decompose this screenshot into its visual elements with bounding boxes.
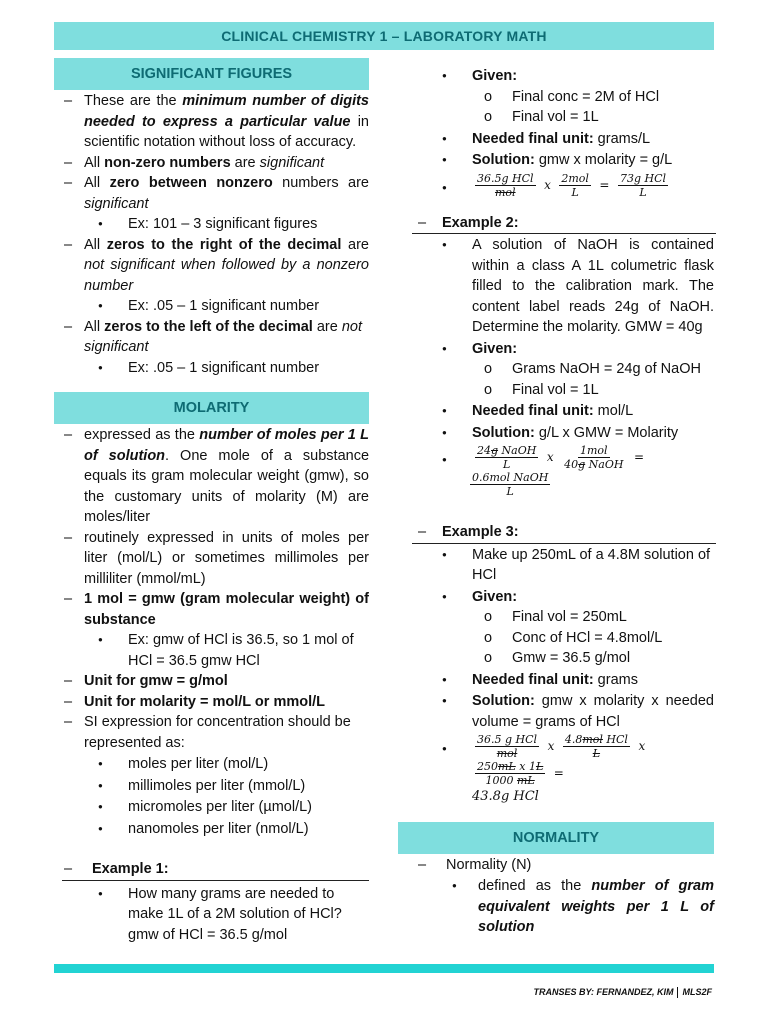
fraction: $\frac{\text{1mol}}{\text{40g NaOH}}$ [564,444,624,471]
list-item [54,819,369,840]
list-item [54,235,369,297]
list-item [398,444,714,498]
footer-section: MLS2F [682,987,712,997]
page-title: CLINICAL CHEMISTRY 1 – LABORATORY MATH [54,22,714,50]
equation: $\frac{\text{36.5g HCl}}{\text{mol}}$ x $\frac{\text{2mol}}{L}$ = $\frac{\text{73g HCl}}{L}$ [477,171,667,199]
bullet-marker: ● [442,133,447,143]
bullet-marker: ● [98,780,103,790]
list-item [398,607,714,628]
footer-author: TRANSES BY: FERNANDEZ, KIM [533,987,674,997]
list-item-text: A solution of NaOH is contained within a class A 1L columetric flask filled to the calibration mark. The content label reads 24g of NaOH. Determine the molarity. GMW = 40g [472,237,714,335]
list-item [398,648,714,669]
list-item [398,401,714,422]
list-item-text: nanomoles per liter (nmol/L) [128,820,309,837]
bullet-marker: ● [442,696,447,705]
bullet-marker: ● [442,591,447,601]
list-item-text: All non-zero numbers are significant [84,154,325,171]
list-item-text: Given: [472,340,518,357]
list-item [54,754,369,775]
bullet-marker: ● [442,674,447,684]
list-item-text: Given: [472,68,518,84]
bullet-marker: ● [98,888,103,898]
example-3-title: Example 3: [442,524,519,540]
list-item [398,876,714,938]
list-item-text: All zeros to the left of the decimal are not significant [84,318,363,355]
list-item-text: Grams NaOH = 24g of NaOH [512,361,701,377]
list-item [54,692,369,713]
list-item-text: Needed final unit: grams/L [472,130,651,147]
list-item [398,733,714,808]
list-item-text: Given: [472,588,518,605]
list-item [54,173,369,214]
example-3-heading [412,522,716,544]
list-item-text: micromoles per liter (µmol/L) [128,799,312,815]
list-item-text: How many grams are needed to make 1L of a 2M solution of HCl? gmw of HCl = 36.5 g/mol [128,885,342,943]
bullet-marker: ● [452,881,457,890]
list-item [54,776,369,797]
list-item-text: Needed final unit: grams [472,671,638,688]
bullet-marker: ● [442,240,447,249]
list-item [54,528,369,590]
left-column [54,58,369,945]
list-item-text: Ex: .05 – 1 significant number [128,298,320,314]
list-item [398,235,714,338]
list-item [54,589,369,630]
list-item [54,91,369,153]
list-item [54,358,369,379]
circle-marker: o [484,650,493,666]
list-item [54,884,369,946]
circle-marker: o [484,109,493,125]
list-item [398,129,714,150]
list-item [54,296,369,317]
dash-marker: – [64,591,73,607]
circle-marker: o [484,361,493,377]
bullet-marker: ● [442,182,447,192]
list-item-text: Solution: g/L x GMW = Molarity [472,424,679,441]
dash-marker: – [418,524,427,540]
list-item-text: Ex: gmw of HCl is 36.5, so 1 mol of HCl = 36.5 gmw HCl [128,632,354,669]
dash-marker: – [418,214,427,231]
list-item [54,153,369,174]
list-item-text: Gmw = 36.5 g/mol [512,650,631,666]
equation: $\frac{\text{36.5 g HCl}}{\text{mol}}$ x $\frac{\text{4.8mol HCl}}{L}$ x $\frac{\text{250mL x 1L}}{1000 mL}$ = 43.8g HCl [472,733,646,804]
right-column [398,66,714,938]
bullet-marker: ● [442,455,447,464]
dash-marker: – [64,529,73,546]
list-item [398,66,714,87]
list-item-text: 1 mol = gmw (gram molecular weight) of substance [84,591,369,628]
list-item-text: All zero between nonzero numbers are significant [84,175,369,212]
list-item-text: SI expression for concentration should be represented as: [84,714,351,751]
example-1-title: Example 1: [92,861,169,877]
dash-marker: – [64,236,73,253]
footer-credit [533,982,712,1003]
list-item-text: Unit for gmw = g/mol [84,673,228,689]
fraction: $\frac{\text{36.5g HCl}}{\text{mol}}$ [477,171,534,199]
list-item [398,587,714,608]
list-item [54,317,369,358]
dash-marker: – [64,673,73,689]
dash-marker: – [64,154,73,171]
section-heading-significant-figures: SIGNIFICANT FIGURES [54,58,369,90]
list-item [398,107,714,128]
bullet-marker: ● [98,219,103,228]
list-item [398,380,714,401]
list-item-text: Ex: 101 – 3 significant figures [128,216,318,232]
dash-marker: – [64,318,73,335]
list-item-text: Final conc = 2M of HCl [512,88,660,105]
list-item-text: moles per liter (mol/L) [128,756,269,772]
bullet-marker: ● [98,635,103,644]
fraction: $\frac{\text{250mL x 1L}}{1000 mL}$ [477,760,544,787]
example-1-heading [62,859,369,881]
bullet-marker: ● [442,549,447,559]
list-item-text: defined as the number of gram equivalent weights per 1 L of solution [478,878,714,935]
list-item-text: Solution: gmw x molarity = g/L [472,152,673,168]
bullet-marker: ● [98,823,103,833]
list-item-text: Ex: .05 – 1 significant number [128,359,320,376]
section-heading-molarity: MOLARITY [54,392,369,424]
footer-bar [54,964,714,973]
bullet-marker: ● [442,71,447,80]
example-2-heading [412,213,716,235]
list-item-text: Unit for molarity = mol/L or mmol/L [84,693,326,710]
bullet-marker: ● [98,301,103,310]
dash-marker: – [64,861,73,877]
fraction: $\frac{\text{36.5 g HCl}}{\text{mol}}$ [477,733,538,760]
bullet-marker: ● [442,343,447,353]
list-item-text: Final vol = 1L [512,109,599,125]
bullet-marker: ● [98,802,103,811]
list-item [398,423,714,444]
bullet-marker: ● [442,427,447,437]
list-item-text: Needed final unit: mol/L [472,403,634,419]
list-item [398,172,714,199]
footer-separator [677,987,678,998]
bullet-marker: ● [98,362,103,372]
dash-marker: – [64,427,73,443]
fraction: $\frac{\text{4.8mol HCl}}{L}$ [564,733,628,760]
list-item-text: Make up 250mL of a 4.8M solution of HCl [472,546,711,583]
list-item-text: All zeros to the right of the decimal are not significant when followed by a nonzero number [84,236,369,294]
list-item [398,855,714,876]
bullet-marker: ● [98,759,103,768]
section-heading-normality: NORMALITY [398,822,714,854]
list-item-text: Final vol = 1L [512,381,599,398]
list-item-text: Final vol = 250mL [512,609,627,625]
list-item-text: Normality (N) [446,856,532,873]
list-item [398,628,714,649]
circle-marker: o [484,609,493,625]
list-item [398,150,714,171]
fraction: $\frac{\text{0.6mol NaOH}}{L}$ [472,471,549,498]
circle-marker: o [484,381,493,398]
list-item [398,87,714,108]
result: 43.8g HCl [472,789,539,804]
equation: $\frac{\text{24g NaOH}}{L}$ x $\frac{\text{1mol}}{\text{40g NaOH}}$ = $\frac{\text{0.6mol NaOH}}{L}$ [472,444,645,498]
list-item [398,339,714,360]
dash-marker: – [64,714,73,730]
list-item [398,670,714,691]
list-item [398,691,714,732]
bullet-marker: ● [442,155,447,164]
list-item [398,359,714,380]
dash-marker: – [418,856,427,873]
fraction: $\frac{\text{2mol}}{L}$ [561,171,589,199]
dash-marker: – [64,693,73,710]
fraction: $\frac{\text{24g NaOH}}{L}$ [477,444,537,471]
list-item [54,630,369,671]
list-item-text: routinely expressed in units of moles per liter (mol/L) or sometimes millimoles per milliliter (mmol/mL) [84,529,369,587]
list-item [54,712,369,753]
list-item-text: Conc of HCl = 4.8mol/L [512,629,663,646]
dash-marker: – [64,93,73,109]
list-item [54,425,369,528]
list-item [54,671,369,692]
list-item-text: Solution: gmw x molarity x needed volume = grams of HCl [472,693,714,730]
circle-marker: o [484,629,493,646]
dash-marker: – [64,175,73,191]
list-item-text: expressed as the number of moles per 1 L of solution. One mole of a substance equals its gram molecular weight (gmw), so the customary units of molarity (M) are moles/liter [84,427,370,525]
fraction: $\frac{\text{73g HCl}}{L}$ [619,171,667,199]
list-item-text: millimoles per liter (mmol/L) [128,777,306,794]
list-item [398,545,714,586]
bullet-marker: ● [442,744,447,753]
list-item-text: These are the minimum number of digits needed to express a particular value in scientific notation without loss of accuracy. [84,93,369,150]
example-2-title: Example 2: [442,214,519,231]
list-item [54,797,369,818]
list-item [54,214,369,235]
bullet-marker: ● [442,406,447,415]
circle-marker: o [484,88,493,105]
